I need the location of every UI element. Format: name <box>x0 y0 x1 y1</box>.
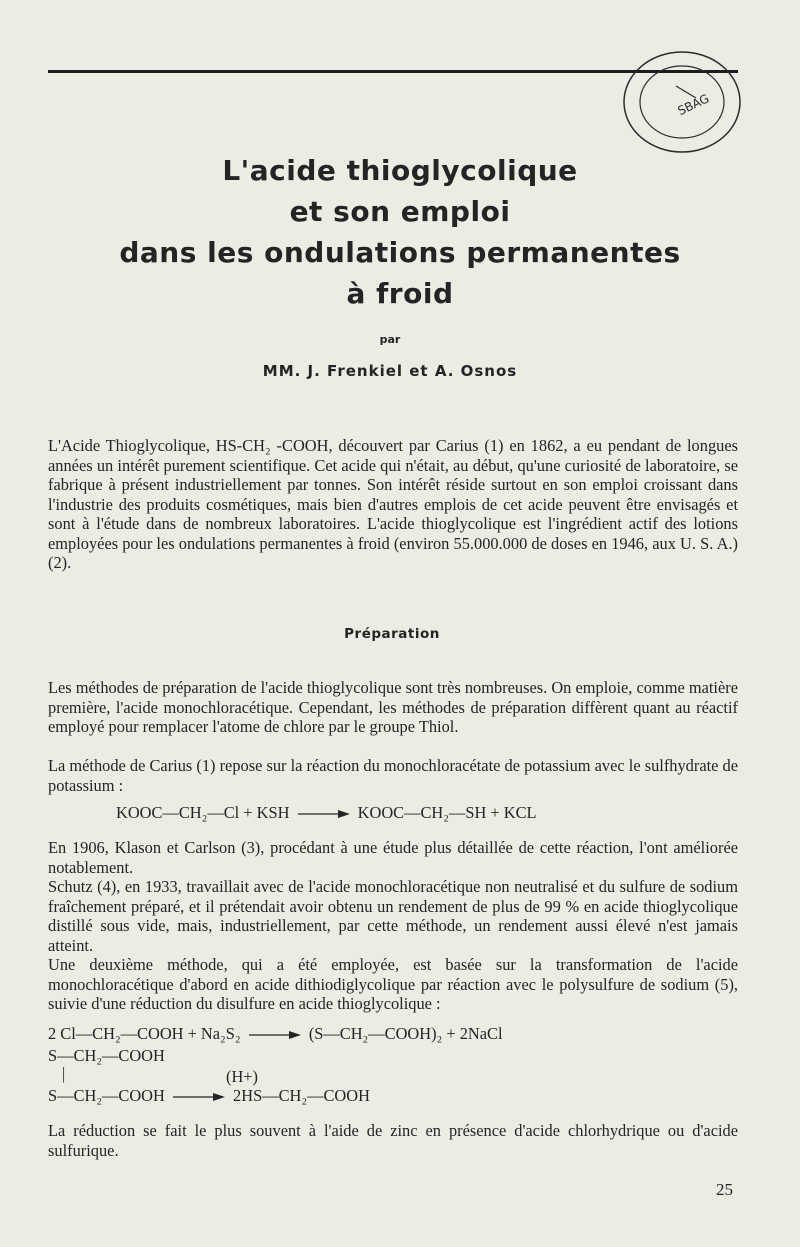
equation-3-bottom-row <box>48 1086 370 1106</box>
title-line: dans les ondulations permanentes <box>119 236 681 269</box>
equation-2-left: 2 Cl—CH₂—COOH + Na₂S₂ <box>48 1024 241 1043</box>
equation-3-catalyst: (H+) <box>226 1067 258 1086</box>
paragraph-carius: La méthode de Carius (1) repose sur la réaction du monochloracétate de potassium avec le sulfhydrate de potassium : <box>48 756 738 795</box>
equation-1-right: KOOC—CH₂—SH + KCL <box>357 803 537 822</box>
title-line: à froid <box>346 277 454 310</box>
intro-paragraph: L'Acide Thioglycolique, HS-CH₂ -COOH, découvert par Carius (1) en 1862, a eu pendant de longues années un intérêt purement scientifique. Cet acide qui n'était, au début, qu'une curiosité de laboratoire, se fabrique à présent industriellement par tonnes. Son intérêt réside surtout en son emploi croissant dans l'industrie des produits cosmétiques, mais bien d'autres emplois de cet acide peuvent être envisagés et sont à l'étude dans de nombreux laboratoires. L'acide thioglycolique est l'ingrédient actif des lotions employées pour les ondulations permanentes à froid (environ 55.000.000 de doses en 1946, aux U. S. A.) (2). <box>48 436 738 572</box>
section-heading: Préparation <box>344 626 440 642</box>
equation-2-right: (S—CH₂—COOH)₂ + 2NaCl <box>308 1024 503 1043</box>
paragraph-second-method: Une deuxième méthode, qui a été employée, est basée sur la transformation de l'acide monochloracétique d'abord en acide dithiodiglycolique par réaction avec le polysulfure de sodium (5), suivie d'une réduction du disulfure en acide thioglycolique : <box>48 955 738 1013</box>
reaction-arrow-icon <box>249 1028 301 1042</box>
equation-3-bottom: S—CH₂—COOH <box>48 1086 165 1105</box>
paragraph-schutz: Schutz (4), en 1933, travaillait avec de l'acide monochloracétique non neutralisé et du sulfure de sodium fraîchement préparé, et il prétendait avoir obtenu un rendement de plus de 99 % en acide thioglycolique distillé sous vide, mais, industriellement, par cette méthode, un rendement aussi élevé n'est jamais atteint. <box>48 877 738 955</box>
library-stamp <box>620 46 744 158</box>
byline-par: par <box>379 333 401 346</box>
equation-2 <box>48 1024 503 1044</box>
page-number: 25 <box>716 1180 733 1199</box>
equation-1 <box>116 803 537 823</box>
stamp-text: SBAG <box>675 91 712 119</box>
paragraph-methods: Les méthodes de préparation de l'acide thioglycolique sont très nombreuses. On emploie, comme matière première, l'acide monochloracétique. Cependant, les méthodes de préparation diffèrent quant au réactif employé pour remplacer l'atome de chlore par le groupe Thiol. <box>48 678 738 736</box>
title-line: L'acide thioglycolique <box>222 154 578 187</box>
equation-3-top: S—CH₂—COOH <box>48 1046 165 1065</box>
equation-1-left: KOOC—CH₂—Cl + KSH <box>116 803 290 822</box>
article-title <box>0 150 800 314</box>
reaction-arrow-icon <box>173 1090 225 1104</box>
byline-authors: MM. J. Frenkiel et A. Osnos <box>262 362 518 380</box>
paragraph-klason: En 1906, Klason et Carlson (3), procédant à une étude plus détaillée de cette réaction, l'ont améliorée notablement. <box>48 838 738 877</box>
title-line: et son emploi <box>289 195 511 228</box>
paragraph-reduction: La réduction se fait le plus souvent à l'aide de zinc en présence d'acide chlorhydrique ou d'acide sulfurique. <box>48 1121 738 1160</box>
equation-3-bond: | <box>62 1064 66 1083</box>
reaction-arrow-icon <box>298 807 350 821</box>
equation-3-right: 2HS—CH₂—COOH <box>233 1086 370 1105</box>
